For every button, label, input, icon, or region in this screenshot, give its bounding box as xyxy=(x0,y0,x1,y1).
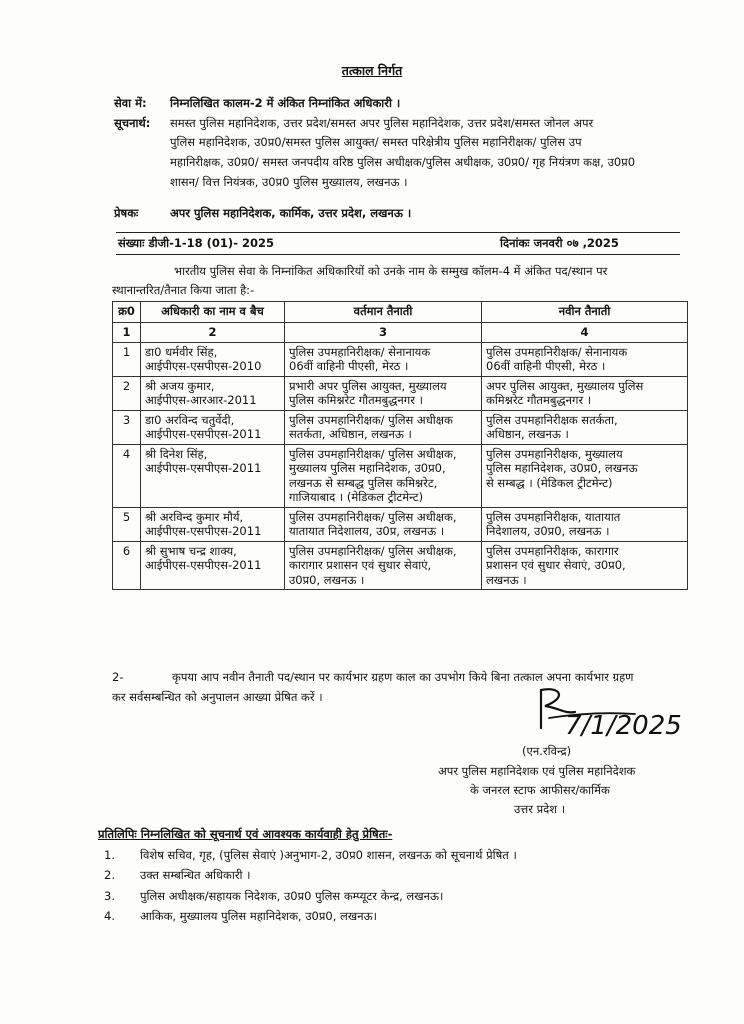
intro-line: भारतीय पुलिस सेवा के निम्नांकित अधिकारियों को उनके नाम के सम्मुख कॉलम-4 में अंकित पद/स्थान पर xyxy=(174,264,608,278)
row-serial: 3 xyxy=(113,410,141,444)
current-posting-line: उ0प्र0, लखनऊ । xyxy=(289,572,365,587)
officer-name: श्री सुभाष चन्द्र शाक्य, xyxy=(145,543,237,558)
table-row xyxy=(113,444,688,507)
new-posting-line: 06वीं वाहिनी पीएसी, मेरठ । xyxy=(486,359,606,373)
officer-name: डा0 धर्मवीर सिंह, xyxy=(145,344,218,359)
preshak-label: प्रेषकः xyxy=(114,206,139,220)
new-posting-cell xyxy=(482,444,688,507)
current-posting-line: पुलिस उपमहानिरीक्षक/ सेनानायक xyxy=(289,344,431,359)
copy-item-text: विशेष सचिव, गृह, (पुलिस सेवाएं )अनुभाग-2, उ0प्र0 शासन, लखनऊ को सूचनार्थ प्रेषित । xyxy=(140,848,517,862)
officer-batch: आईपीएस-एसपीएस-2011 xyxy=(145,524,262,538)
current-posting-line: प्रभारी अपर पुलिस आयुक्त, मुख्यालय xyxy=(289,378,447,393)
signatory-name: (एन.रविन्द्र) xyxy=(522,744,572,758)
table-header-row xyxy=(113,302,688,323)
new-posting-line: पुलिस उपमहानिरीक्षक, कारागार xyxy=(486,543,619,558)
copy-item-number: 3. xyxy=(104,889,115,903)
header-current-posting: वर्तमान तैनाती xyxy=(285,302,482,323)
officer-batch: आईपीएस-एसपीएस-2011 xyxy=(145,558,262,572)
seva-text: निम्नलिखित कालम-2 में अंकित निम्नांकित अधिकारी । xyxy=(170,96,401,110)
row-serial: 1 xyxy=(113,342,141,376)
officer-batch: आईपीएस-एसपीएस-2011 xyxy=(145,461,262,475)
current-posting-line: मुख्यालय पुलिस महानिदेशक, उ0प्र0, xyxy=(289,461,446,475)
officer-name: श्री अरविन्द कुमार मौर्य, xyxy=(145,509,244,524)
signatory-designation: उत्तर प्रदेश । xyxy=(514,802,566,816)
officer-cell xyxy=(141,342,285,376)
handwritten-signature xyxy=(535,684,685,744)
order-date: दिनांकः जनवरी ०७ ,2025 xyxy=(500,236,619,250)
column-number-row xyxy=(113,323,688,343)
header-new-posting: नवीन तैनाती xyxy=(482,302,688,323)
new-posting-line: पुलिस उपमहानिरीक्षक, मुख्यालय xyxy=(486,446,623,461)
officer-batch: आईपीएस-आरआर-2011 xyxy=(145,393,257,407)
suchnarth-line: पुलिस महानिदेशक, उ0प्र0/समस्त पुलिस आयुक्त/ समस्त परिक्षेत्रीय पुलिस महानिरीक्षक/ पुलिस उप xyxy=(170,135,582,149)
current-posting-line: पुलिस उपमहानिरीक्षक/ पुलिस अधीक्षक, xyxy=(289,446,457,461)
new-posting-line: पुलिस उपमहानिरीक्षक, यातायात xyxy=(486,509,621,524)
copy-heading: प्रतिलिपिः निम्नलिखित को सूचनार्थ एवं आवश्यक कार्यवाही हेतु प्रेषितः- xyxy=(98,827,393,841)
suchnarth-line: महानिरीक्षक, उ0प्र0/ समस्त जनपदीय वरिष्ठ पुलिस अधीक्षक/पुलिस अधीक्षक, उ0प्र0/ गृह नियंत्रण कक्ष, उ0प्र0 xyxy=(170,155,636,169)
officer-name: डा0 अरविन्द चतुर्वेदी, xyxy=(145,412,235,427)
new-posting-cell xyxy=(482,541,688,590)
copy-item-text: आकिक, मुख्यालय पुलिस महानिदेशक, उ0प्र0, लखनऊ। xyxy=(140,909,377,923)
copy-item-number: 4. xyxy=(104,909,115,923)
column-number: 4 xyxy=(482,323,688,343)
current-posting-cell xyxy=(285,444,482,507)
current-posting-line: पुलिस उपमहानिरीक्षक/ पुलिस अधीक्षक xyxy=(289,412,453,427)
column-number: 3 xyxy=(285,323,482,343)
table-row xyxy=(113,376,688,410)
copy-item-text: उक्त सम्बन्धित अधिकारी । xyxy=(140,868,251,882)
new-posting-cell xyxy=(482,342,688,376)
new-posting-line: कमिश्नरेट गौतमबुद्धनगर । xyxy=(486,393,592,407)
current-posting-cell xyxy=(285,541,482,590)
row-serial: 5 xyxy=(113,507,141,541)
seva-label: सेवा में: xyxy=(114,96,147,110)
intro-line: स्थानान्तरित/तैनात किया जाता है:- xyxy=(112,283,255,297)
transfer-table xyxy=(112,301,688,590)
current-posting-line: पुलिस उपमहानिरीक्षक/ पुलिस अधीक्षक, xyxy=(289,543,457,558)
document-title: तत्काल निर्गत xyxy=(341,63,403,78)
officer-name: श्री दिनेश सिंह, xyxy=(145,446,208,461)
signatory-designation: अपर पुलिस महानिदेशक एवं पुलिस महानिदेशक xyxy=(438,764,636,778)
row-serial: 4 xyxy=(113,444,141,507)
new-posting-line: से सम्बद्ध । (मेडिकल ट्रीटमेन्ट) xyxy=(486,475,613,490)
new-posting-cell xyxy=(482,410,688,444)
table-row xyxy=(113,541,688,590)
new-posting-cell xyxy=(482,507,688,541)
current-posting-line: 06वीं वाहिनी पीएसी, मेरठ । xyxy=(289,359,409,373)
new-posting-line: पुलिस महानिदेशक, उ0प्र0, लखनऊ xyxy=(486,461,638,475)
suchnarth-line: समस्त पुलिस महानिदेशक, उत्तर प्रदेश/समस्त अपर पुलिस महानिदेशक, उत्तर प्रदेश/समस्त जोनल अपर xyxy=(170,116,594,130)
table-row xyxy=(113,342,688,376)
officer-cell xyxy=(141,541,285,590)
current-posting-line: गाजियाबाद । (मेडिकल ट्रीटमेन्ट) xyxy=(289,490,424,504)
officer-name: श्री अजय कुमार, xyxy=(145,378,215,393)
current-posting-line: सतर्कता, अधिष्ठान, लखनऊ । xyxy=(289,427,412,441)
header-officer-name: अधिकारी का नाम व बैच xyxy=(141,302,285,323)
new-posting-line: पुलिस उपमहानिरीक्षक सतर्कता, xyxy=(486,412,618,427)
current-posting-line: पुलिस उपमहानिरीक्षक/ पुलिस अधीक्षक, xyxy=(289,509,457,524)
row-serial: 6 xyxy=(113,541,141,590)
new-posting-line: निदेशालय, उ0प्र0, लखनऊ । xyxy=(486,524,610,538)
current-posting-line: पुलिस कमिश्नरेट गौतमबुद्धनगर । xyxy=(289,393,423,407)
current-posting-cell xyxy=(285,342,482,376)
para2-number: 2- xyxy=(112,670,124,684)
officer-cell xyxy=(141,444,285,507)
header-serial: क्र0 xyxy=(113,302,141,323)
new-posting-line: प्रशासन एवं सुधार सेवाएं, उ0प्र0, xyxy=(486,558,626,572)
signatory-designation: के जनरल स्टाफ आफीसर/कार्मिक xyxy=(470,783,610,797)
copy-item-number: 1. xyxy=(104,848,115,862)
current-posting-line: यातायात निदेशालय, उ0प्र, लखनऊ । xyxy=(289,524,445,538)
officer-batch: आईपीएस-एसपीएस-2010 xyxy=(145,359,262,373)
current-posting-line: लखनऊ से सम्बद्ध पुलिस कमिश्नरेट, xyxy=(289,475,438,490)
para2-line: कृपया आप नवीन तैनाती पद/स्थान पर कार्यभार ग्रहण काल का उपभोग किये बिना तत्काल अपना कार्यभार ग्रहण xyxy=(172,670,634,684)
officer-batch: आईपीएस-एसपीएस-2011 xyxy=(145,427,262,441)
current-posting-line: कारागार प्रशासन एवं सुधार सेवाएं, xyxy=(289,558,432,572)
para2-line: कर सर्वसम्बन्धित को अनुपालन आख्या प्रेषित करें । xyxy=(112,690,323,704)
signature-date: 7/1/2025 xyxy=(565,711,682,741)
new-posting-line: अधिष्ठान, लखनऊ । xyxy=(486,427,569,441)
table-row xyxy=(113,410,688,444)
new-posting-line: लखनऊ । xyxy=(486,572,527,587)
officer-cell xyxy=(141,410,285,444)
row-serial: 2 xyxy=(113,376,141,410)
officer-cell xyxy=(141,376,285,410)
current-posting-cell xyxy=(285,507,482,541)
preshak-text: अपर पुलिस महानिदेशक, कार्मिक, उत्तर प्रदेश, लखनऊ । xyxy=(170,206,412,220)
current-posting-cell xyxy=(285,410,482,444)
suchnarth-line: शासन/ वित्त नियंत्रक, उ0प्र0 पुलिस मुख्यालय, लखनऊ । xyxy=(170,175,408,189)
table-row xyxy=(113,507,688,541)
suchnarth-label: सूचनार्थ: xyxy=(114,116,151,130)
column-number: 1 xyxy=(113,323,141,343)
officer-cell xyxy=(141,507,285,541)
column-number: 2 xyxy=(141,323,285,343)
new-posting-cell xyxy=(482,376,688,410)
copy-item-number: 2. xyxy=(104,868,115,882)
current-posting-cell xyxy=(285,376,482,410)
new-posting-line: पुलिस उपमहानिरीक्षक/ सेनानायक xyxy=(486,344,628,359)
new-posting-line: अपर पुलिस आयुक्त, मुख्यालय पुलिस xyxy=(486,378,644,393)
reference-number: संख्याः डीजी-1-18 (01)- 2025 xyxy=(118,236,274,250)
copy-item-text: पुलिस अधीक्षक/सहायक निदेशक, उ0प्र0 पुलिस कम्प्यूटर केन्द्र, लखनऊ। xyxy=(140,889,444,903)
